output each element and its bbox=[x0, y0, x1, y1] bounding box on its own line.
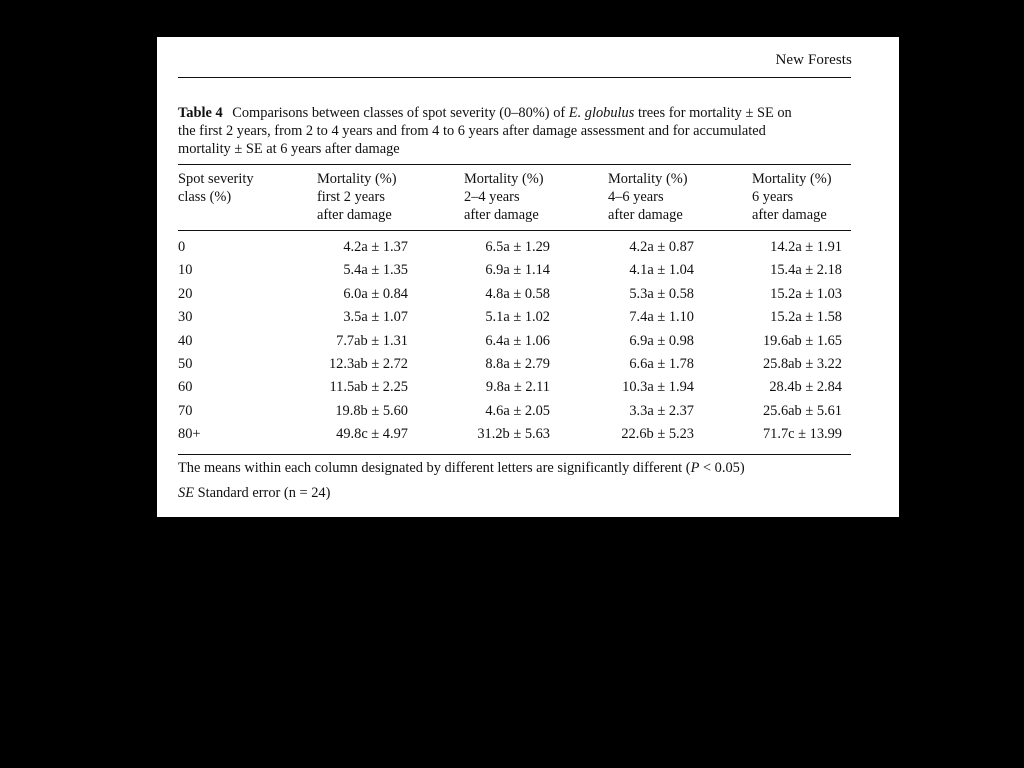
caption-text-line3: mortality ± SE at 6 years after damage bbox=[178, 141, 400, 157]
severity-class-cell: 50 bbox=[178, 356, 193, 372]
severity-class-cell: 0 bbox=[178, 239, 186, 255]
mortality-cell: 6.9a ± 1.14 bbox=[485, 262, 550, 279]
mortality-cell: 4.8a ± 0.58 bbox=[485, 285, 550, 302]
mortality-cell: 28.4b ± 2.84 bbox=[769, 379, 842, 396]
mortality-cell: 49.8c ± 4.97 bbox=[336, 426, 408, 443]
table-label: Table 4 bbox=[178, 105, 223, 121]
mortality-cell: 6.6a ± 1.78 bbox=[629, 356, 694, 372]
header-line: after damage bbox=[464, 207, 539, 223]
severity-class-cell: 60 bbox=[178, 379, 193, 396]
severity-class-cell: 70 bbox=[178, 402, 193, 419]
severity-class-cell: 40 bbox=[178, 332, 193, 349]
mortality-cell: 19.6ab ± 1.65 bbox=[762, 332, 842, 349]
mortality-cell: 25.8ab ± 3.22 bbox=[762, 356, 842, 372]
header-line: class (%) bbox=[178, 189, 232, 205]
footnote-standard-error bbox=[178, 484, 330, 502]
mortality-cell: 9.8a ± 2.11 bbox=[485, 379, 550, 396]
table-bottom-rule bbox=[178, 454, 851, 455]
header-line: Spot severity bbox=[178, 171, 254, 187]
column-header-2-4-years bbox=[464, 170, 544, 224]
header-line: Mortality (%) bbox=[464, 171, 544, 187]
mortality-cell: 6.5a ± 1.29 bbox=[485, 239, 550, 255]
table-row bbox=[157, 353, 899, 376]
footnote-text: < 0.05) bbox=[699, 460, 745, 476]
mortality-cell: 10.3a ± 1.94 bbox=[622, 379, 694, 396]
caption-species: E. globulus bbox=[568, 105, 635, 121]
mortality-cell: 6.4a ± 1.06 bbox=[485, 332, 550, 349]
mortality-cell: 31.2b ± 5.63 bbox=[477, 426, 550, 443]
journal-name: New Forests bbox=[775, 52, 852, 68]
mortality-cell: 11.5ab ± 2.25 bbox=[329, 379, 408, 396]
header-line: 4–6 years bbox=[608, 189, 664, 205]
mortality-cell: 5.1a ± 1.02 bbox=[485, 309, 550, 326]
mortality-cell: 19.8b ± 5.60 bbox=[335, 402, 408, 419]
mortality-cell: 25.6ab ± 5.61 bbox=[762, 402, 842, 419]
table-row bbox=[157, 259, 899, 282]
mortality-cell: 15.4a ± 2.18 bbox=[770, 262, 842, 279]
severity-class-cell: 80+ bbox=[178, 426, 201, 443]
mortality-cell: 4.6a ± 2.05 bbox=[485, 402, 550, 419]
caption-text-start: Comparisons between classes of spot severity (0–80%) of bbox=[232, 105, 566, 121]
column-header-first-2-years bbox=[317, 170, 397, 224]
table-top-rule bbox=[178, 164, 851, 165]
footnote-se-abbr: SE bbox=[178, 485, 194, 501]
mortality-cell: 7.7ab ± 1.31 bbox=[336, 332, 408, 349]
column-header-severity bbox=[178, 170, 254, 206]
caption-text-line1-end: trees for mortality ± SE on bbox=[637, 105, 792, 121]
mortality-cell: 5.4a ± 1.35 bbox=[343, 262, 408, 279]
mortality-cell: 15.2a ± 1.03 bbox=[770, 285, 842, 302]
footnote-significance bbox=[178, 459, 745, 477]
mortality-cell: 15.2a ± 1.58 bbox=[770, 309, 842, 326]
mortality-cell: 5.3a ± 0.58 bbox=[629, 285, 694, 302]
mortality-cell: 3.3a ± 2.37 bbox=[629, 402, 694, 419]
severity-class-cell: 10 bbox=[178, 262, 193, 279]
table-row bbox=[157, 236, 899, 259]
footnote-text: Standard error (n = 24) bbox=[194, 485, 331, 501]
severity-class-cell: 30 bbox=[178, 309, 193, 326]
header-line: Mortality (%) bbox=[752, 171, 832, 187]
header-line: after damage bbox=[752, 207, 827, 223]
mortality-cell: 14.2a ± 1.91 bbox=[770, 239, 842, 255]
mortality-cell: 7.4a ± 1.10 bbox=[629, 309, 694, 326]
table-header-rule bbox=[178, 230, 851, 231]
header-line: after damage bbox=[608, 207, 683, 223]
caption-text-line2: the first 2 years, from 2 to 4 years and from 4 to 6 years after damage assessment and for accumulated bbox=[178, 123, 766, 139]
header-line: after damage bbox=[317, 207, 392, 223]
mortality-cell: 8.8a ± 2.79 bbox=[485, 356, 550, 372]
table-row bbox=[157, 283, 899, 306]
mortality-cell: 6.9a ± 0.98 bbox=[629, 332, 694, 349]
mortality-cell: 4.1a ± 1.04 bbox=[629, 262, 694, 279]
mortality-cell: 22.6b ± 5.23 bbox=[621, 426, 694, 443]
table-caption bbox=[178, 104, 858, 158]
header-line: 6 years bbox=[752, 189, 794, 205]
table-row bbox=[157, 306, 899, 329]
header-line: first 2 years bbox=[317, 189, 385, 205]
header-line: Mortality (%) bbox=[608, 171, 688, 187]
severity-class-cell: 20 bbox=[178, 285, 193, 302]
header-rule bbox=[178, 77, 851, 78]
document-page bbox=[157, 37, 899, 517]
mortality-cell: 3.5a ± 1.07 bbox=[343, 309, 408, 326]
header-line: Mortality (%) bbox=[317, 171, 397, 187]
header-line: 2–4 years bbox=[464, 189, 520, 205]
footnote-p-symbol: P bbox=[690, 460, 700, 476]
mortality-cell: 4.2a ± 0.87 bbox=[629, 239, 694, 255]
table-row bbox=[157, 400, 899, 423]
table-row bbox=[157, 423, 899, 446]
column-header-4-6-years bbox=[608, 170, 688, 224]
mortality-cell: 71.7c ± 13.99 bbox=[762, 426, 842, 443]
mortality-cell: 6.0a ± 0.84 bbox=[343, 285, 408, 302]
table-row bbox=[157, 376, 899, 399]
column-header-6-years bbox=[752, 170, 832, 224]
mortality-cell: 12.3ab ± 2.72 bbox=[328, 356, 408, 372]
footnote-text: The means within each column designated by different letters are significantly different ( bbox=[178, 460, 691, 476]
table-row bbox=[157, 330, 899, 353]
mortality-cell: 4.2a ± 1.37 bbox=[343, 239, 408, 255]
